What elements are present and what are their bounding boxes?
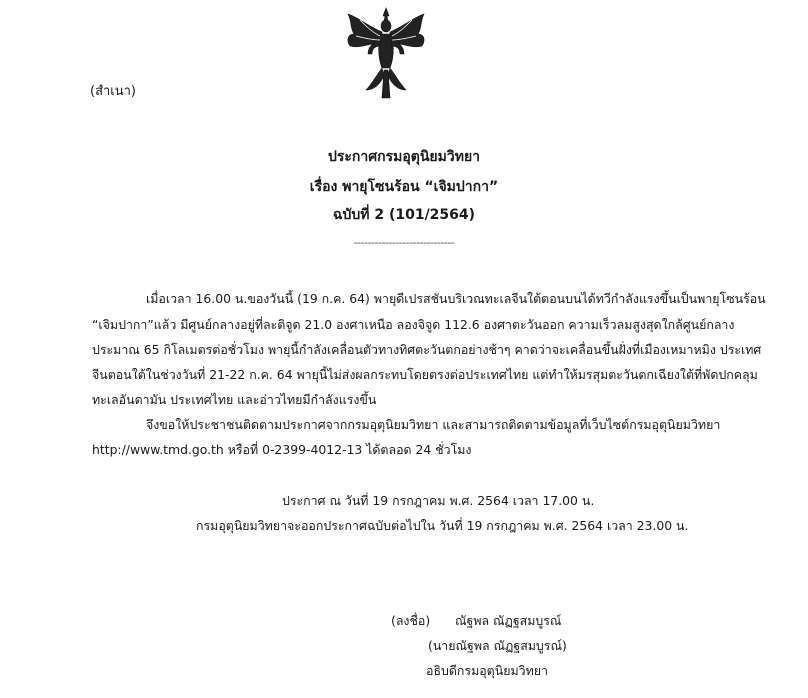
- paragraph1-line5: ทะเลอันดามัน ประเทศไทย และอ่าวไทยมีกำลังแรงขึ้น: [92, 392, 377, 407]
- paragraph1-line3: ประมาณ 65 กิโลเมตรต่อชั่วโมง พายุนี้กำลังเคลื่อนตัวทางทิศตะวันตกอย่างช้าๆ คาดว่าจะเคลื่อนขึ้นฝั่งที่เมืองเหมาหมิง ประเทศ: [92, 342, 762, 357]
- paragraph1-line2: “เจิมปากา”แล้ว มีศูนย์กลางอยู่ที่ละติจูด 21.0 องศาเหนือ ลองจิจูด 112.6 องศาตะวันออก ความเร็วลมสูงสุดใกล้ศูนย์กลาง: [92, 317, 735, 332]
- paragraph2-line2: http://www.tmd.go.th หรือที่ 0-2399-4012-13 ได้ตลอด 24 ชั่วโมง: [92, 442, 472, 457]
- garuda-emblem-icon: [338, 6, 434, 102]
- copy-mark: (สำเนา): [90, 84, 137, 99]
- paragraph2-line1: จึงขอให้ประชาชนติดตามประกาศจากกรมอุตุนิยมวิทยา และสามารถติดตามข้อมูลที่เว็บไซต์กรมอุตุนิยมวิทยา: [146, 417, 721, 432]
- paragraph1-line4: จีนตอนใต้ในช่วงวันที่ 21-22 ก.ค. 64 พายุนี้ไม่ส่งผลกระทบโดยตรงต่อประเทศไทย แต่ทำให้มรสุมตะวันตกเฉียงใต้ที่พัดปกคลุม: [92, 367, 758, 382]
- document-subject: เรื่อง พายุโซนร้อน “เจิมปากา”: [309, 179, 499, 195]
- signatory-position: อธิบดีกรมอุตุนิยมวิทยา: [426, 663, 548, 678]
- document-issue-number: ฉบับที่ 2 (101/2564): [332, 207, 476, 223]
- title-divider: -----------------------------: [353, 236, 455, 249]
- announce-date-line: ประกาศ ณ วันที่ 19 กรกฎาคม พ.ศ. 2564 เวลา 17.00 น.: [282, 493, 595, 508]
- signed-label: (ลงชื่อ): [391, 613, 431, 628]
- document-title: ประกาศกรมอุตุนิยมวิทยา: [327, 149, 481, 165]
- signed-name: ณัฐพล ณัฏฐสมบูรณ์: [455, 613, 562, 628]
- paragraph1-line1: เมื่อเวลา 16.00 น.ของวันนี้ (19 ก.ค. 64) พายุดีเปรสชันบริเวณทะเลจีนใต้ตอนบนได้ทวีกำลังแรงขึ้นเป็นพายุโซนร้อน: [146, 291, 766, 306]
- signatory-full-name: (นายณัฐพล ณัฏฐสมบูรณ์): [428, 638, 567, 653]
- next-issue-line: กรมอุตุนิยมวิทยาจะออกประกาศฉบับต่อไปใน วันที่ 19 กรกฎาคม พ.ศ. 2564 เวลา 23.00 น.: [196, 518, 689, 533]
